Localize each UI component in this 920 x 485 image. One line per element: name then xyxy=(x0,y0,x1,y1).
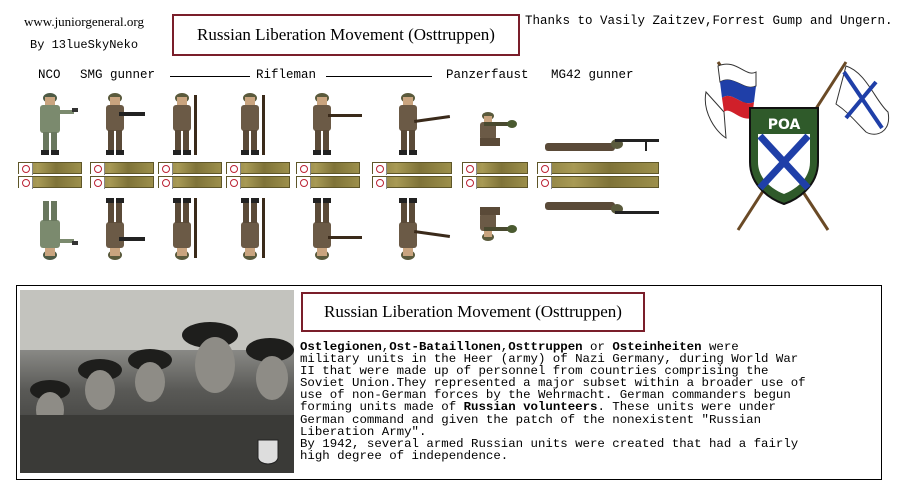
rifleman-bracket-left xyxy=(170,76,250,77)
figure-base xyxy=(296,176,360,188)
st-andrew-flag xyxy=(836,66,889,134)
figure-base xyxy=(158,162,222,174)
figure-base xyxy=(462,162,528,174)
info-title xyxy=(301,292,645,332)
info-text-segment: or xyxy=(582,340,613,354)
figure-base xyxy=(372,162,452,174)
page-title xyxy=(172,14,520,56)
figure-base xyxy=(90,162,154,174)
rifleman-figure-3 xyxy=(313,93,362,155)
rifleman-figure-mirrored-4 xyxy=(399,198,450,260)
info-text-segment: , xyxy=(381,340,390,354)
historical-photo xyxy=(20,290,294,473)
smg-gunner-figure xyxy=(106,93,145,155)
base-marker xyxy=(538,163,552,175)
info-text-bold: Ostlegionen xyxy=(300,340,382,354)
info-text-bold: Osteinheiten xyxy=(612,340,702,354)
label-mg42-gunner: MG42 gunner xyxy=(551,68,634,82)
mg42-gunner-figure-mirrored xyxy=(545,202,659,214)
rifleman-figure-mirrored-1 xyxy=(173,198,197,260)
panzerfaust-figure-mirrored xyxy=(480,207,517,241)
figures-top-row xyxy=(0,85,680,165)
base-marker xyxy=(91,163,105,175)
info-title-text: Russian Liberation Movement (Osttruppen) xyxy=(324,302,622,321)
base-marker xyxy=(297,163,311,175)
info-text-bold: Ost-Bataillonen xyxy=(389,340,501,354)
smg-gunner-figure-mirrored xyxy=(106,198,145,260)
rifleman-bracket-right xyxy=(326,76,432,77)
label-panzerfaust: Panzerfaust xyxy=(446,68,529,82)
rifleman-figure-2 xyxy=(241,93,265,155)
info-text-segment: , xyxy=(500,340,509,354)
site-url: www.juniorgeneral.org xyxy=(24,14,144,29)
figure-base xyxy=(462,176,528,188)
label-nco: NCO xyxy=(38,68,61,82)
label-rifleman: Rifleman xyxy=(256,68,317,82)
nco-figure-mirrored xyxy=(40,201,78,260)
info-text-segment: . These units were under German command and given the patch of the nonexistent "Russian Liberation Army". By 1942, several armed Russian units were created that had a fairly high degree of independence. xyxy=(300,400,799,463)
rifleman-figure-mirrored-2 xyxy=(241,198,265,260)
photo-soldiers-drawing xyxy=(20,290,294,473)
figures-bottom-row xyxy=(0,188,680,268)
base-marker xyxy=(159,163,173,175)
info-text-bold: Osttruppen xyxy=(508,340,583,354)
figure-base xyxy=(537,162,659,174)
figure-base xyxy=(226,162,290,174)
figure-base xyxy=(226,176,290,188)
roa-emblem xyxy=(696,52,896,237)
figure-base xyxy=(296,162,360,174)
figure-base xyxy=(537,176,659,188)
info-description xyxy=(300,341,860,462)
rifleman-figure-mirrored-3 xyxy=(313,198,362,260)
base-marker xyxy=(19,163,33,175)
author-credit: By 13lueSkyNeko xyxy=(30,38,139,52)
label-smg-gunner: SMG gunner xyxy=(80,68,156,82)
figure-base xyxy=(18,176,82,188)
nco-figure xyxy=(40,93,78,155)
figure-base xyxy=(158,176,222,188)
figure-base xyxy=(90,176,154,188)
figure-base xyxy=(18,162,82,174)
figure-base xyxy=(372,176,452,188)
emblem-letters: POA xyxy=(767,117,801,133)
base-marker xyxy=(227,163,241,175)
thanks-credit: Thanks to Vasily Zaitzev,Forrest Gump and Ungern. xyxy=(525,14,893,28)
panzerfaust-figure xyxy=(480,112,517,146)
mg42-gunner-figure xyxy=(545,139,659,151)
base-marker xyxy=(373,163,387,175)
page-title-text: Russian Liberation Movement (Osttruppen) xyxy=(197,25,495,44)
rifleman-figure-4 xyxy=(399,93,450,155)
info-text-bold: Russian volunteers xyxy=(463,400,598,415)
russian-tricolor-flag xyxy=(705,64,756,138)
base-marker xyxy=(463,163,477,175)
rifleman-figure-1 xyxy=(173,93,197,155)
info-text-segment: were military units in the Heer (army) of Nazi Germany, during World War II that were made up of personnel from countries comprising the Soviet Union.They represented a major subset within a broader use of use of non-German forces by the Wehrmacht. German commanders begun forming units made of xyxy=(300,340,806,415)
